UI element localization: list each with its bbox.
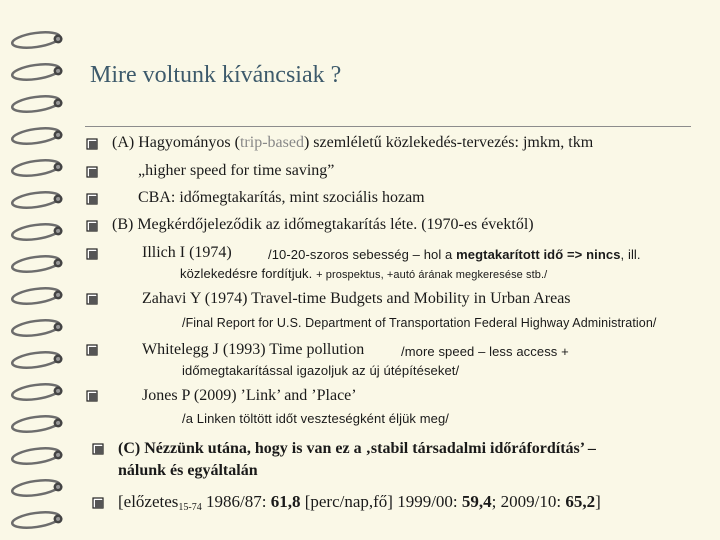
illich-note: /10-20-szoros sebesség – hol a megtakarított idő => nincs, ill. xyxy=(268,247,641,262)
spiral-ring xyxy=(11,157,63,178)
checkbox-bullet-icon xyxy=(86,138,99,151)
jones-note: /a Linken töltött időt veszteségként éljük meg/ xyxy=(182,411,450,426)
title-divider xyxy=(85,126,691,127)
spiral-ring xyxy=(11,221,63,242)
item-a: (A) Hagyományos (trip-based) szemléletű közlekedés-tervezés: jmkm, tkm xyxy=(112,134,594,151)
checkbox-bullet-icon xyxy=(86,166,99,179)
spiral-ring xyxy=(11,29,63,50)
item-a2: CBA: időmegtakarítás, mint szociális hozam xyxy=(138,189,425,206)
spiral-ring xyxy=(11,477,63,498)
whitelegg-reference: Whitelegg J (1993) Time pollution xyxy=(142,341,365,358)
jones-reference: Jones P (2009) ’Link’ and ’Place’ xyxy=(142,387,357,404)
zahavi-reference: Zahavi Y (1974) Travel-time Budgets and Mobility in Urban Areas xyxy=(142,290,571,307)
spiral-binding xyxy=(0,0,80,540)
checkbox-bullet-icon xyxy=(86,344,99,357)
spiral-ring xyxy=(11,413,63,434)
checkbox-bullet-icon xyxy=(86,193,99,206)
preliminary-results: [előzetes$_{15-74}$ 1986/87: 61,8 [perc/nap,fő] 1999/00: 59,4; 2009/10: 65,2] xyxy=(118,492,601,513)
checkbox-bullet-icon xyxy=(92,497,105,510)
checkbox-bullet-icon xyxy=(92,443,105,456)
checkbox-bullet-icon xyxy=(86,293,99,306)
checkbox-bullet-icon xyxy=(86,390,99,403)
spiral-ring xyxy=(11,285,63,306)
whitelegg-note: /more speed – less access + xyxy=(401,344,569,359)
spiral-ring xyxy=(11,125,63,146)
item-c-line2: nálunk és egyáltalán xyxy=(118,462,258,479)
page-title: Mire voltunk kíváncsiak ? xyxy=(90,62,342,88)
spiral-ring xyxy=(11,189,63,210)
spiral-ring xyxy=(11,253,63,274)
spiral-ring xyxy=(11,381,63,402)
zahavi-note: /Final Report for U.S. Department of Transportation Federal Highway Administration/ xyxy=(182,316,657,330)
spiral-ring xyxy=(11,93,63,114)
whitelegg-note-line2: időmegtakarítással igazoljuk az új útépítéseket/ xyxy=(182,363,460,378)
checkbox-bullet-icon xyxy=(86,248,99,261)
spiral-ring xyxy=(11,61,63,82)
illich-reference: Illich I (1974) xyxy=(142,244,232,261)
spiral-ring xyxy=(11,349,63,370)
spiral-ring xyxy=(11,509,63,530)
spiral-ring xyxy=(11,445,63,466)
item-c-line1: (C) Nézzünk utána, hogy is van ez a ‚stabil társadalmi időráfordítás’ – xyxy=(118,440,596,457)
item-b: (B) Megkérdőjeleződik az időmegtakarítás léte. (1970-es évektől) xyxy=(112,216,534,233)
checkbox-bullet-icon xyxy=(86,220,99,233)
item-a1: „higher speed for time saving” xyxy=(138,162,335,179)
spiral-ring xyxy=(11,317,63,338)
illich-note-line2: közlekedésre fordítjuk. + prospektus, +autó árának megkeresése stb./ xyxy=(180,266,548,281)
